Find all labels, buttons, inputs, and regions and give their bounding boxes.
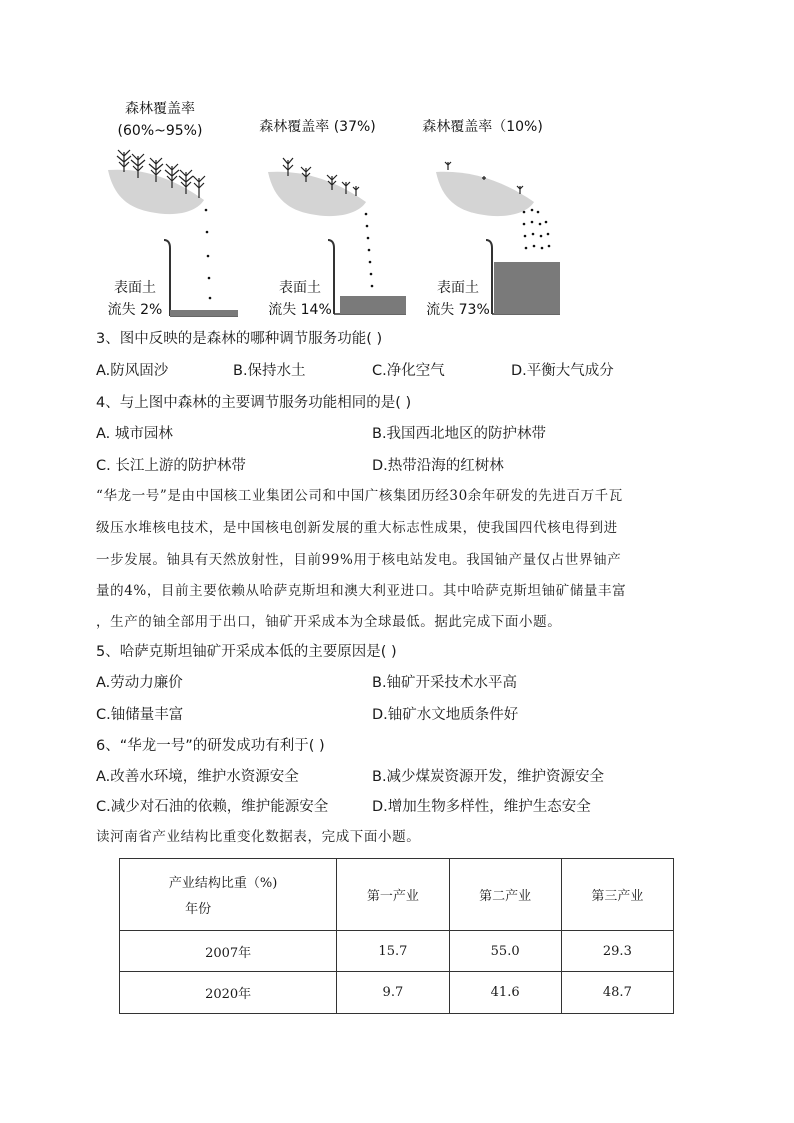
panel2-rain-drops <box>365 213 374 288</box>
question-3-option-d: D.平衡大气成分 <box>511 363 614 379</box>
table-cell-year: 2007年 <box>120 931 337 972</box>
question-4-option-c: C. 长江上游的防护林带 <box>96 458 246 474</box>
question-6-option-c: C.减少对石油的依赖，维护能源安全 <box>96 799 329 815</box>
table-cell: 55.0 <box>449 931 561 972</box>
passage-line: 量的4%，目前主要依赖从哈萨克斯坦和澳大利亚进口。其中哈萨克斯坦铀矿储量丰富 <box>96 583 627 599</box>
table-intro: 读河南省产业结构比重变化数据表，完成下面小题。 <box>96 829 421 845</box>
panel1-loss-line2: 流失 2% <box>107 302 163 318</box>
table-header-top: 产业结构比重（%) <box>168 875 278 891</box>
panel2-loss-line1: 表面土 <box>279 280 321 296</box>
question-5-option-a: A.劳动力廉价 <box>96 675 183 691</box>
panel1-coverage-value: (60%~95%) <box>117 123 203 139</box>
question-3-option-c: C.净化空气 <box>372 363 445 379</box>
table-header-bottom: 年份 <box>185 901 212 917</box>
table-cell: 41.6 <box>449 972 561 1014</box>
table-cell: 9.7 <box>337 972 449 1014</box>
panel3-rain-drops <box>523 209 551 250</box>
table-header-row <box>120 859 674 931</box>
table-cell-year: 2020年 <box>120 972 337 1014</box>
panel1-tank <box>164 240 238 316</box>
passage-line: “华龙一号”是由中国核工业集团公司和中国广核集团历经30余年研发的先进百万千瓦 <box>96 488 623 504</box>
question-4-option-d: D.热带沿海的红树林 <box>372 458 504 474</box>
panel2-tank <box>328 240 406 314</box>
table-column-header: 第三产业 <box>561 859 673 931</box>
question-5-stem: 5、哈萨克斯坦铀矿开采成本低的主要原因是( ) <box>96 644 397 660</box>
table-row <box>120 931 674 972</box>
question-6-option-a: A.改善水环境，维护水资源安全 <box>96 769 299 785</box>
panel1-coverage-title: 森林覆盖率 <box>125 101 195 117</box>
question-6-option-d: D.增加生物多样性，维护生态安全 <box>372 799 591 815</box>
question-6-stem: 6、“华龙一号”的研发成功有利于( ) <box>96 738 325 754</box>
panel3-loss-line2: 流失 73% <box>426 302 490 318</box>
panel3-tank <box>486 240 560 314</box>
table-cell: 29.3 <box>561 931 673 972</box>
table-header-cell <box>120 859 337 931</box>
passage-line: ，生产的铀全部用于出口，铀矿开采成本为全球最低。据此完成下面小题。 <box>96 614 562 630</box>
table-row <box>120 972 674 1014</box>
question-3-option-a: A.防风固沙 <box>96 363 169 379</box>
question-6-option-b: B.减少煤炭资源开发，维护资源安全 <box>372 769 605 785</box>
table-cell: 15.7 <box>337 931 449 972</box>
question-4-option-b: B.我国西北地区的防护林带 <box>372 426 547 442</box>
panel3-coverage-title: 森林覆盖率（10%) <box>422 119 543 135</box>
panel2-loss-line2: 流失 14% <box>268 302 332 318</box>
question-3-option-b: B.保持水土 <box>233 363 306 379</box>
table-column-header: 第二产业 <box>449 859 561 931</box>
panel1-loss-line1: 表面土 <box>114 280 156 296</box>
question-5-option-c: C.铀储量丰富 <box>96 707 184 723</box>
panel2-slope <box>268 172 366 216</box>
panel2-coverage-title: 森林覆盖率 (37%) <box>259 119 376 135</box>
table-cell: 48.7 <box>561 972 673 1014</box>
passage-line: 级压水堆核电技术，是中国核电创新发展的重大标志性成果，使我国四代核电得到进 <box>96 520 618 536</box>
question-5-option-b: B.铀矿开采技术水平高 <box>372 675 518 691</box>
question-4-option-a: A. 城市园林 <box>96 426 173 442</box>
passage-line: 一步发展。铀具有天然放射性，目前99%用于核电站发电。我国铀产量仅占世界铀产 <box>96 552 622 568</box>
panel1-rain-drops <box>205 209 212 300</box>
question-3-stem: 3、图中反映的是森林的哪种调节服务功能( ) <box>96 331 383 347</box>
panel3-loss-line1: 表面土 <box>437 280 479 296</box>
question-4-stem: 4、与上图中森林的主要调节服务功能相同的是( ) <box>96 395 412 411</box>
question-5-option-d: D.铀矿水文地质条件好 <box>372 707 519 723</box>
table-column-header: 第一产业 <box>337 859 449 931</box>
industry-structure-table <box>119 858 674 1014</box>
